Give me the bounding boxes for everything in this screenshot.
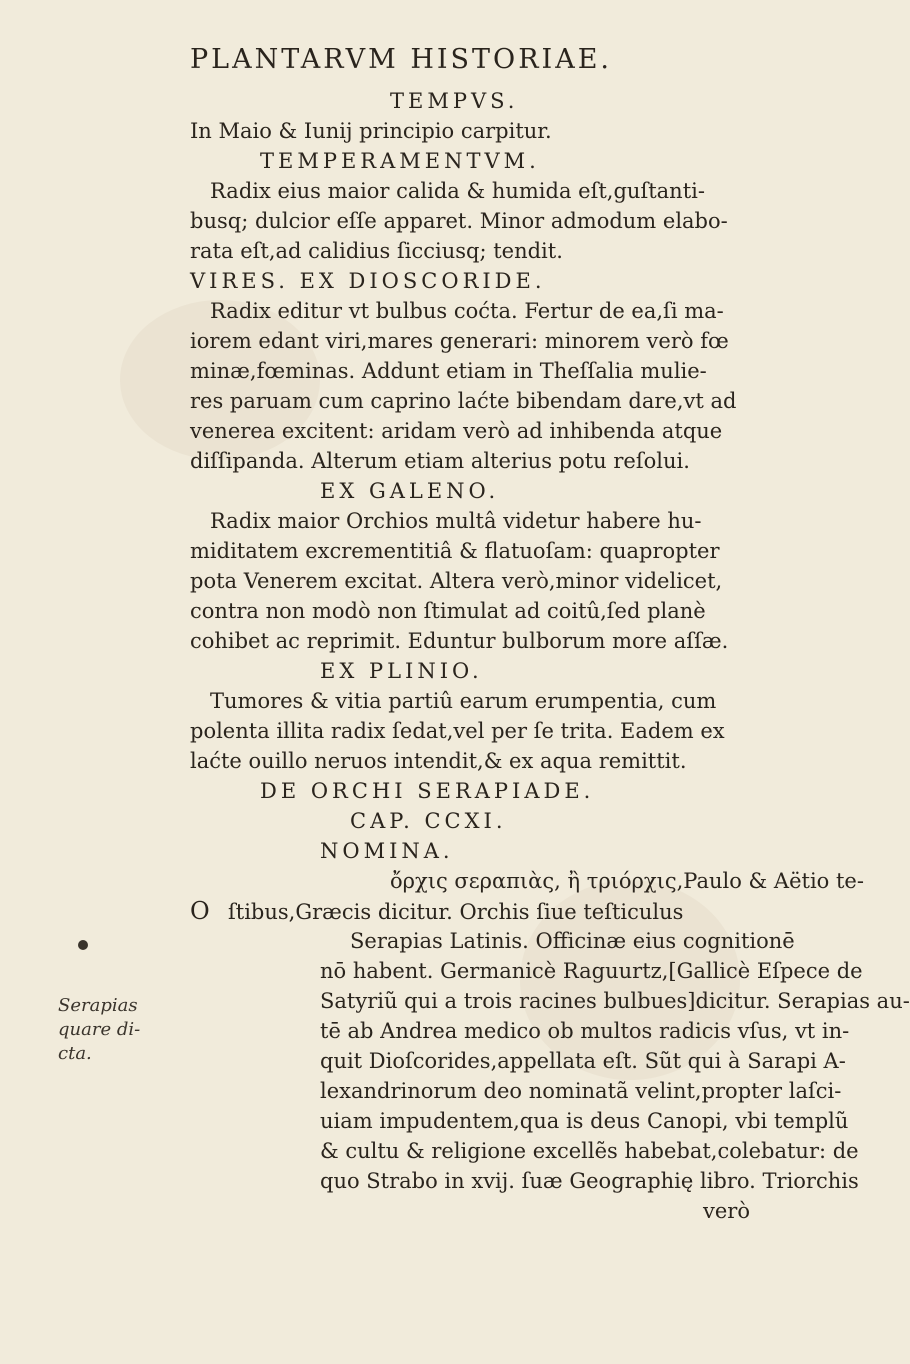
nomina-text: & cultu & religione excellẽs habebat,colebatur: de bbox=[320, 1139, 859, 1163]
nomina-text: uiam impudentem,qua is deus Canopi, vbi templũ bbox=[320, 1109, 849, 1133]
text-line: diſſipanda. Alterum etiam alterius potu reſolui. bbox=[190, 449, 690, 473]
text-line: minæ,fœminas. Addunt etiam in Theſſalia mulie- bbox=[190, 359, 707, 383]
text-line: VIRES. EX DIOSCORIDE. bbox=[190, 269, 546, 293]
text-line: Radix maior Orchios multâ videtur habere hu- bbox=[210, 509, 702, 533]
nomina-line bbox=[190, 896, 750, 926]
text-line: res paruam cum caprino laćte bibendam dare,vt ad bbox=[190, 389, 737, 413]
nomina-line bbox=[190, 926, 795, 956]
text-line: rata eſt,ad calidius ſicciusq; tendit. bbox=[190, 239, 563, 263]
nomina-text: Serapias Latinis. Officinæ eius cognitionē bbox=[350, 929, 795, 953]
text-line: polenta illita radix ſedat,vel per ſe trita. Eadem ex bbox=[190, 719, 725, 743]
text-body bbox=[190, 86, 910, 1226]
nomina-text: lexandrinorum deo nominatã velint,propter laſci- bbox=[320, 1079, 842, 1103]
nomina-line bbox=[190, 1016, 850, 1046]
text-line: pota Venerem excitat. Altera verò,minor videlicet, bbox=[190, 569, 723, 593]
nomina-line bbox=[190, 1136, 859, 1166]
text-line: DE ORCHI SERAPIADE. bbox=[260, 779, 595, 803]
nomina-text: ὄρχις σεραπιὰς, ἢ τριόρχις,Paulo & Aëtio te- bbox=[390, 869, 864, 893]
text-line: Radix editur vt bulbus coćta. Fertur de ea,ſi ma- bbox=[210, 299, 724, 323]
text-line: Tumores & vitia partiû earum erumpentia, cum bbox=[210, 689, 717, 713]
nomina-line bbox=[190, 1076, 842, 1106]
catchword: verò bbox=[703, 1199, 750, 1223]
margin-bullet bbox=[78, 940, 88, 950]
text-line: EX GALENO. bbox=[320, 479, 500, 503]
margin-note: Serapias quare di-cta. bbox=[58, 995, 141, 1064]
initial-letter: O bbox=[190, 897, 210, 925]
text-line: Radix eius maior calida & humida eſt,guſtanti- bbox=[210, 179, 705, 203]
text-line: cohibet ac reprimit. Eduntur bulborum more aſſæ. bbox=[190, 629, 729, 653]
nomina-text: quo Strabo in xvij. ſuæ Geographię libro. Triorchis bbox=[320, 1169, 859, 1193]
text-line: miditatem excrementitiâ & flatuoſam: quapropter bbox=[190, 539, 720, 563]
nomina-line bbox=[190, 986, 910, 1016]
nomina-text: nō habent. Germanicè Raguurtz,[Gallicè Eſpece de bbox=[320, 959, 863, 983]
text-line: venerea excitent: aridam verò ad inhibenda atque bbox=[190, 419, 723, 443]
nomina-line bbox=[190, 866, 864, 896]
text-line: TEMPVS. bbox=[390, 89, 519, 113]
nomina-text: ſtibus,Græcis dicitur. Orchis ſiue teſticulus bbox=[228, 900, 684, 924]
running-head: PLANTARVM HISTORIAE. bbox=[190, 44, 612, 75]
text-line: TEMPERAMENTVM. bbox=[260, 149, 540, 173]
text-line: NOMINA. bbox=[320, 839, 454, 863]
nomina-line bbox=[190, 1166, 859, 1196]
nomina-text: tē ab Andrea medico ob multos radicis vſus, vt in- bbox=[320, 1019, 850, 1043]
text-line: EX PLINIO. bbox=[320, 659, 483, 683]
text-line: iorem edant viri,mares generari: minorem verò fœ bbox=[190, 329, 729, 353]
text-line: CAP. CCXI. bbox=[350, 809, 507, 833]
text-line: In Maio & Iunij principio carpitur. bbox=[190, 119, 552, 143]
nomina-line bbox=[190, 1106, 849, 1136]
text-line: busq; dulcior eſſe apparet. Minor admodum elabo- bbox=[190, 209, 728, 233]
nomina-text: Satyriũ qui a trois racines bulbues]dicitur. Serapias au- bbox=[320, 989, 910, 1013]
nomina-line bbox=[190, 1046, 846, 1076]
nomina-text: quit Dioſcorides,appellata eſt. Sũt qui à Sarapi A- bbox=[320, 1049, 846, 1073]
text-line: laćte ouillo neruos intendit,& ex aqua remittit. bbox=[190, 749, 687, 773]
nomina-line bbox=[190, 956, 863, 986]
text-line: contra non modò non ſtimulat ad coitû,ſed planè bbox=[190, 599, 706, 623]
